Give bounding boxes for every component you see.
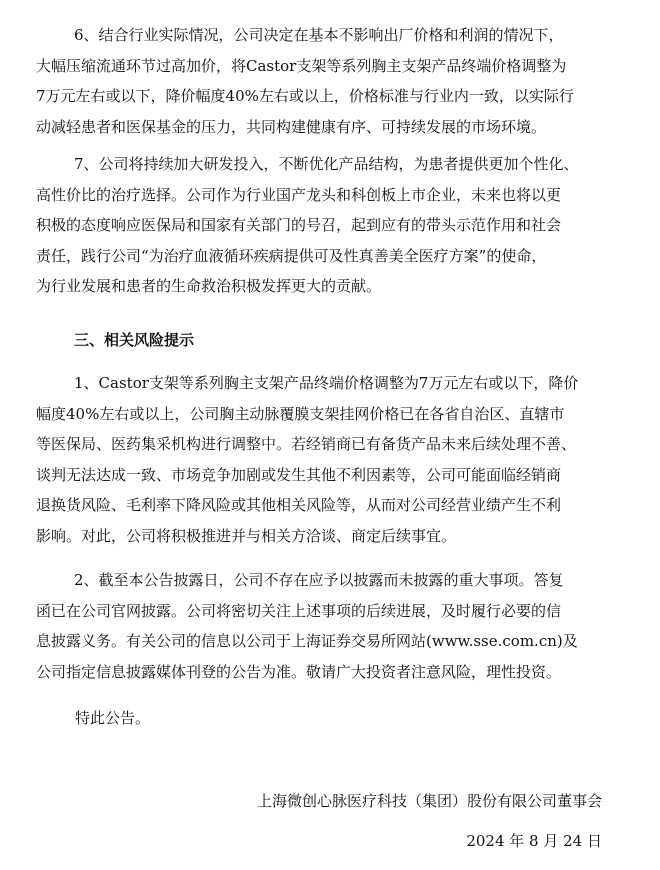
text-line: 1、Castor支架等系列胸主支架产品终端价格调整为7万元左右或以下，降价	[74, 374, 579, 392]
text-line: 积极的态度响应医保局和国家有关部门的号召，起到应有的带头示范作用和社会	[36, 216, 562, 234]
text-line: 息披露义务。有关公司的信息以公司于上海证券交易所网站(www.sse.com.cn)及	[36, 632, 578, 650]
signatory: 上海微创心脉医疗科技（集团）股份有限公司董事会	[256, 792, 602, 810]
text-line: 7、公司将持续加大研发投入，不断优化产品结构，为患者提供更加个性化、	[74, 155, 579, 173]
text-line: 等医保局、医药集采机构进行调整中。若经销商已有备货产品未来后续处理不善、	[36, 435, 577, 453]
text-line: 2、截至本公告披露日，公司不存在应予以披露而未披露的重大事项。答复	[74, 571, 564, 589]
text-line: 谈判无法达成一致、市场竞争加剧或发生其他不利因素等，公司可能面临经销商	[36, 465, 562, 484]
text-line: 动减轻患者和医保基金的压力，共同构建健康有序、可持续发展的市场环境。	[36, 117, 547, 136]
text-line: 责任，践行公司“为治疗血液循环疾病提供可及性真善美全医疗方案”的使命，	[36, 246, 547, 265]
text-line: 6、结合行业实际情况，公司决定在基本不影响出厂价格和利润的情况下，	[74, 26, 564, 44]
paragraph-item-6	[36, 20, 628, 142]
text-line: 幅度40%左右或以上，公司胸主动脉覆膜支架挂网价格已在各省自治区、直辖市	[36, 404, 565, 423]
text-line: 7万元左右或以下，降价幅度40%左右或以上，价格标准与行业内一致，以实际行	[36, 87, 574, 105]
text-line: 大幅压缩流通环节过高加价，将Castor支架等系列胸主支架产品终端价格调整为	[36, 56, 567, 75]
text-line: 为行业发展和患者的生命救治积极发挥更大的贡献。	[36, 277, 382, 295]
document-date: 2024 年 8 月 24 日	[466, 832, 602, 850]
text-line: 高性价比的治疗选择。公司作为行业国产龙头和科创板上市企业，未来也将以更	[36, 185, 562, 204]
section-heading-risks: 三、相关风险提示	[74, 331, 195, 349]
paragraph-risk-1	[36, 368, 628, 551]
paragraph-item-7	[36, 149, 628, 302]
paragraph-risk-2	[36, 565, 628, 687]
text-line: 影响。对此，公司将积极推进并与相关方洽谈、商定后续事宜。	[36, 526, 457, 545]
closing-statement: 特此公告。	[75, 709, 151, 727]
text-line: 函已在公司官网披露。公司将密切关注上述事项的后续进展，及时履行必要的信	[36, 601, 562, 620]
text-line: 退换货风险、毛利率下降风险或其他相关风险等，从而对公司经营业绩产生不利	[36, 496, 562, 514]
text-line: 公司指定信息披露媒体刊登的公告为准。敬请广大投资者注意风险，理性投资。	[36, 662, 562, 681]
